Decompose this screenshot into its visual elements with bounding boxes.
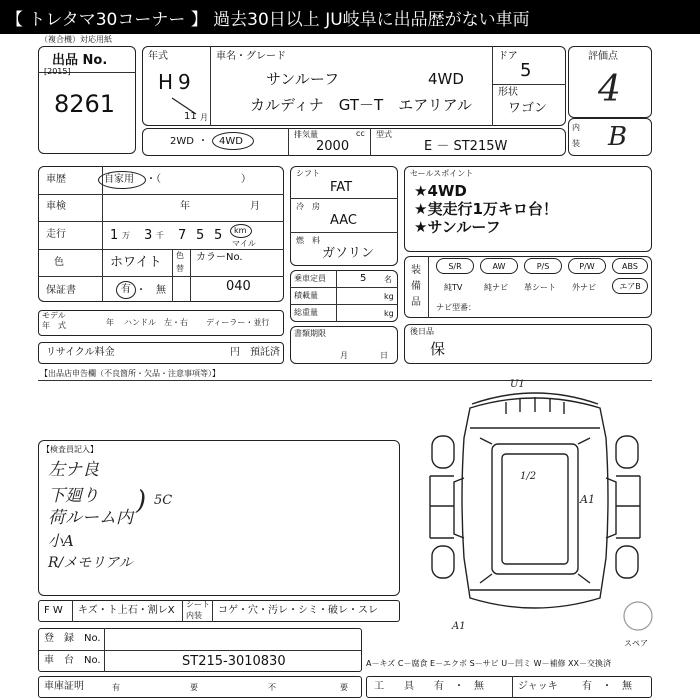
diagram-mark-top: U1 xyxy=(510,379,525,390)
lot-label: 出品 No. xyxy=(52,53,108,68)
mileage-mile: マイル xyxy=(232,239,256,248)
mileage-d3: 7 xyxy=(178,228,187,243)
seat-label-bottom: 内装 xyxy=(186,611,202,620)
capacity-label: 乗車定員 xyxy=(294,274,326,283)
garage-label: 車庫証明 xyxy=(44,681,84,692)
equip-ext-navi: 外ナビ xyxy=(572,283,596,292)
tools-value: 有 ・ 無 xyxy=(434,681,484,692)
doors-value: 5 xyxy=(520,60,532,81)
weight-label: 総重量 xyxy=(294,308,318,317)
fuel-value: ガソリン xyxy=(322,246,375,261)
inspector-line-5: R/メモリアル xyxy=(48,555,133,571)
equipment-label-2: 備 xyxy=(411,281,421,292)
car-diagram xyxy=(410,378,660,658)
model-info-dealer: ディーラー・並行 xyxy=(206,318,270,327)
chassis-label: 車 台 No. xyxy=(44,655,101,666)
lot-number: 8261 xyxy=(54,90,116,118)
ac-label: 冷 房 xyxy=(296,202,320,211)
inspector-bracket: ) xyxy=(136,486,147,516)
color-change-top: 色 xyxy=(176,251,184,260)
inspection-label: 車検 xyxy=(46,201,66,212)
tools-label: 工 具 xyxy=(374,681,414,692)
seller-notes-label: 【出品店申告欄（不良箇所・欠品・注意事項等）】 xyxy=(40,369,220,378)
selling-points-label: セールスポイント xyxy=(410,169,474,178)
color-code: 040 xyxy=(226,279,251,294)
spare-tire-icon xyxy=(624,602,652,630)
docs-month: 月 xyxy=(340,351,348,360)
model-info-label-top: モデル xyxy=(42,311,66,320)
car-line2-name: カルディナ GT－T エアリアル xyxy=(250,96,473,114)
fuel-label: 燃 料 xyxy=(296,236,320,245)
rear-parts-label: 後日品 xyxy=(410,327,434,336)
color-change-bottom: 替 xyxy=(176,264,184,273)
warranty-label: 保証書 xyxy=(46,285,76,296)
shift-label: シフト xyxy=(296,169,320,178)
displacement-value: 2000 xyxy=(316,139,350,154)
mileage-d5: 5 xyxy=(214,228,223,243)
equip-navi: 純ナビ xyxy=(484,283,508,292)
inspector-line-2: 下廻り xyxy=(48,486,99,506)
fw-defects: キズ・ト上石・割レX xyxy=(78,605,175,616)
drive-4wd: 4WD xyxy=(219,136,243,147)
garage-box xyxy=(38,676,362,698)
score-value: 4 xyxy=(598,69,621,110)
model-code-value: E － ST215W xyxy=(424,139,508,154)
sub-header: （複合機）対応用紙 xyxy=(40,35,112,44)
model-info-year: 年 xyxy=(106,318,114,327)
car-line1-name: サンルーフ xyxy=(266,70,340,88)
color-label: 色 xyxy=(54,257,64,268)
docs-label: 書類期限 xyxy=(294,329,326,338)
inspector-line-3: 荷ルーム内 xyxy=(48,508,133,528)
recycle-label: リサイクル料金 xyxy=(46,347,115,358)
spare-label: スペア xyxy=(624,639,648,648)
banner: 【 トレタマ30コーナー 】 過去30日以上 JU岐阜に出品歴がない車両 xyxy=(0,0,700,34)
equip-tv: 純TV xyxy=(444,283,463,292)
year-value: 9 xyxy=(178,70,191,94)
diagram-mark-roof: 1/2 xyxy=(520,471,537,482)
equip-navi-model: ナビ型番： xyxy=(436,303,476,312)
equip-pw: P/W xyxy=(568,258,606,274)
year-label: 年式 xyxy=(148,51,168,62)
equip-leather: 革シート xyxy=(524,283,556,292)
selling-point-2: ★実走行1万キロ台！ xyxy=(414,200,558,218)
doors-label: ドア xyxy=(498,51,518,62)
rear-parts-value: 保 xyxy=(430,340,446,358)
interior-value: B xyxy=(608,122,628,152)
stains-label: コゲ・穴・汚レ・シミ・破レ・スレ xyxy=(218,605,378,616)
reg-label: 登 録 No. xyxy=(44,633,101,644)
seat-label-top: シート xyxy=(186,600,210,609)
diagram-mark-side: A1 xyxy=(580,493,595,506)
equipment-label-1: 装 xyxy=(411,265,421,276)
garage-opt-2: 要 xyxy=(190,683,198,692)
mileage-km: km xyxy=(234,226,247,235)
load-unit: kg xyxy=(384,292,394,301)
capacity-unit: 名 xyxy=(384,275,392,284)
docs-day: 日 xyxy=(380,351,388,360)
color-value: ホワイト xyxy=(110,255,162,270)
inspector-line-4: 小A xyxy=(48,532,74,550)
color-code-label: カラーNo. xyxy=(196,252,243,263)
history-label: 車歴 xyxy=(46,174,66,185)
interior-label-top: 内 xyxy=(572,123,580,132)
shift-value: FAT xyxy=(330,180,353,195)
equip-ps: P/S xyxy=(524,258,562,274)
diagram-mark-bottom: A1 xyxy=(452,621,466,632)
displacement-unit: cc xyxy=(356,129,365,138)
load-label: 積載量 xyxy=(294,291,318,300)
inspector-line-1: 左ナ良 xyxy=(48,460,99,480)
mileage-d2: 3 xyxy=(144,228,153,243)
selling-point-1: ★4WD xyxy=(414,182,467,200)
recycle-unit: 円 預託済 xyxy=(230,347,280,358)
jack-value: 有 ・ 無 xyxy=(582,681,632,692)
warranty-yes: 有 xyxy=(121,284,131,295)
jack-label: ジャッキ xyxy=(518,681,558,692)
inspector-note-sc: 5C xyxy=(154,493,173,508)
score-label: 評価点 xyxy=(588,51,618,62)
mileage-label: 走行 xyxy=(46,229,66,240)
model-info-handle: ハンドル 左・右 xyxy=(124,318,188,327)
fw-label: F W xyxy=(44,605,63,616)
model-code-label: 型式 xyxy=(376,130,392,139)
lot-year-tag: [2015] xyxy=(44,67,71,76)
displacement-label: 排気量 xyxy=(294,130,318,139)
drive-2wd: 2WD xyxy=(170,136,194,147)
selling-point-3: ★サンルーフ xyxy=(414,218,501,236)
mileage-u1: 万 xyxy=(122,231,130,240)
equip-airbag: エアB xyxy=(612,278,648,294)
inspector-label: 【検査員記入】 xyxy=(42,445,98,454)
equipment-label-3: 品 xyxy=(411,297,421,308)
weight-unit: kg xyxy=(384,309,394,318)
inspection-year: 年 xyxy=(180,201,190,212)
mileage-u2: 千 xyxy=(156,231,164,240)
history-rest: ・（ ） xyxy=(146,174,251,185)
car-line1-drive: 4WD xyxy=(428,70,464,88)
legend: A－キズ C－腐食 E－エクボ S－サビ U－凹ミ W－補修 XX－交換済 xyxy=(366,659,612,668)
year-month-unit: 月 xyxy=(200,113,208,122)
model-info-label-bottom: 年 式 xyxy=(42,321,66,330)
equip-abs: ABS xyxy=(612,258,648,274)
ac-value: AAC xyxy=(330,213,357,228)
year-era: H xyxy=(158,70,174,94)
year-month: 11 xyxy=(184,111,197,122)
chassis-value: ST215-3010830 xyxy=(182,654,286,669)
car-label: 車名・グレード xyxy=(216,51,286,62)
warranty-rest: ・ 無 xyxy=(136,285,166,296)
garage-opt-3: 不 xyxy=(268,683,276,692)
garage-opt-4: 要 xyxy=(340,683,348,692)
shape-label: 形状 xyxy=(498,87,518,98)
equip-sr: S/R xyxy=(436,258,474,274)
mileage-d4: 5 xyxy=(196,228,205,243)
capacity-value: 5 xyxy=(360,273,367,284)
drive-dot: ・ xyxy=(198,136,208,147)
mileage-d1: 1 xyxy=(110,228,119,243)
shape-value: ワゴン xyxy=(508,101,548,116)
inspection-month: 月 xyxy=(250,201,260,212)
history-value: 自家用 xyxy=(104,174,134,185)
equip-aw: AW xyxy=(480,258,518,274)
interior-label-bottom: 装 xyxy=(572,139,580,148)
garage-opt-1: 有 xyxy=(112,683,120,692)
